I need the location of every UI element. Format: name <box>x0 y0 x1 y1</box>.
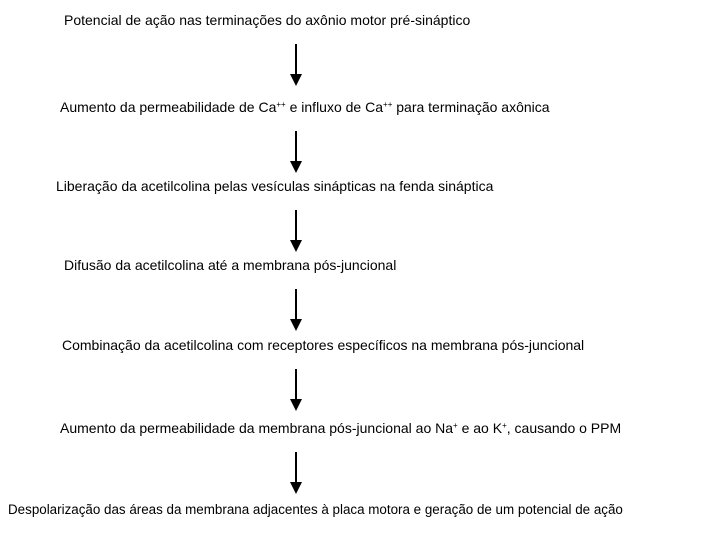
arrow-down-icon <box>288 44 304 86</box>
step-2-text-b: e influxo de Ca <box>285 99 384 115</box>
step-5-receptor-binding <box>62 336 584 354</box>
arrow-down-icon <box>288 452 304 494</box>
step-2-sup-a: ++ <box>276 100 286 109</box>
step-6-text-b: e ao K <box>457 420 503 436</box>
arrow-down-icon <box>288 210 304 252</box>
step-4-diffusion <box>64 256 396 274</box>
step-6-sup-a: + <box>453 421 458 430</box>
step-1-text: Potencial de ação nas terminações do axônio motor pré-sináptico <box>64 12 471 28</box>
step-2-sup-b: ++ <box>383 100 393 109</box>
step-6-ion-permeability <box>60 419 621 437</box>
step-2-calcium-influx <box>60 98 550 116</box>
step-3-acetylcholine-release <box>56 177 493 195</box>
step-4-text: Difusão da acetilcolina até a membrana pós-juncional <box>64 257 397 273</box>
step-3-text: Liberação da acetilcolina pelas vesículas sinápticas na fenda sináptica <box>56 178 494 194</box>
step-6-text-a: Aumento da permeabilidade da membrana pós-juncional ao Na <box>60 420 454 436</box>
step-7-depolarization <box>8 501 623 519</box>
step-6-sup-b: + <box>502 421 507 430</box>
step-2-text-c: para terminação axônica <box>392 99 550 115</box>
step-2-text-a: Aumento da permeabilidade de Ca <box>60 99 277 115</box>
arrow-down-icon <box>288 289 304 331</box>
arrow-down-icon <box>288 369 304 411</box>
arrow-down-icon <box>288 131 304 173</box>
step-7-text: Despolarização das áreas da membrana adjacentes à placa motora e geração de um potencial de ação <box>8 502 623 517</box>
step-6-text-c: , causando o PPM <box>506 420 622 436</box>
step-5-text: Combinação da acetilcolina com receptores específicos na membrana pós-juncional <box>62 337 585 353</box>
step-1-action-potential <box>64 11 470 29</box>
